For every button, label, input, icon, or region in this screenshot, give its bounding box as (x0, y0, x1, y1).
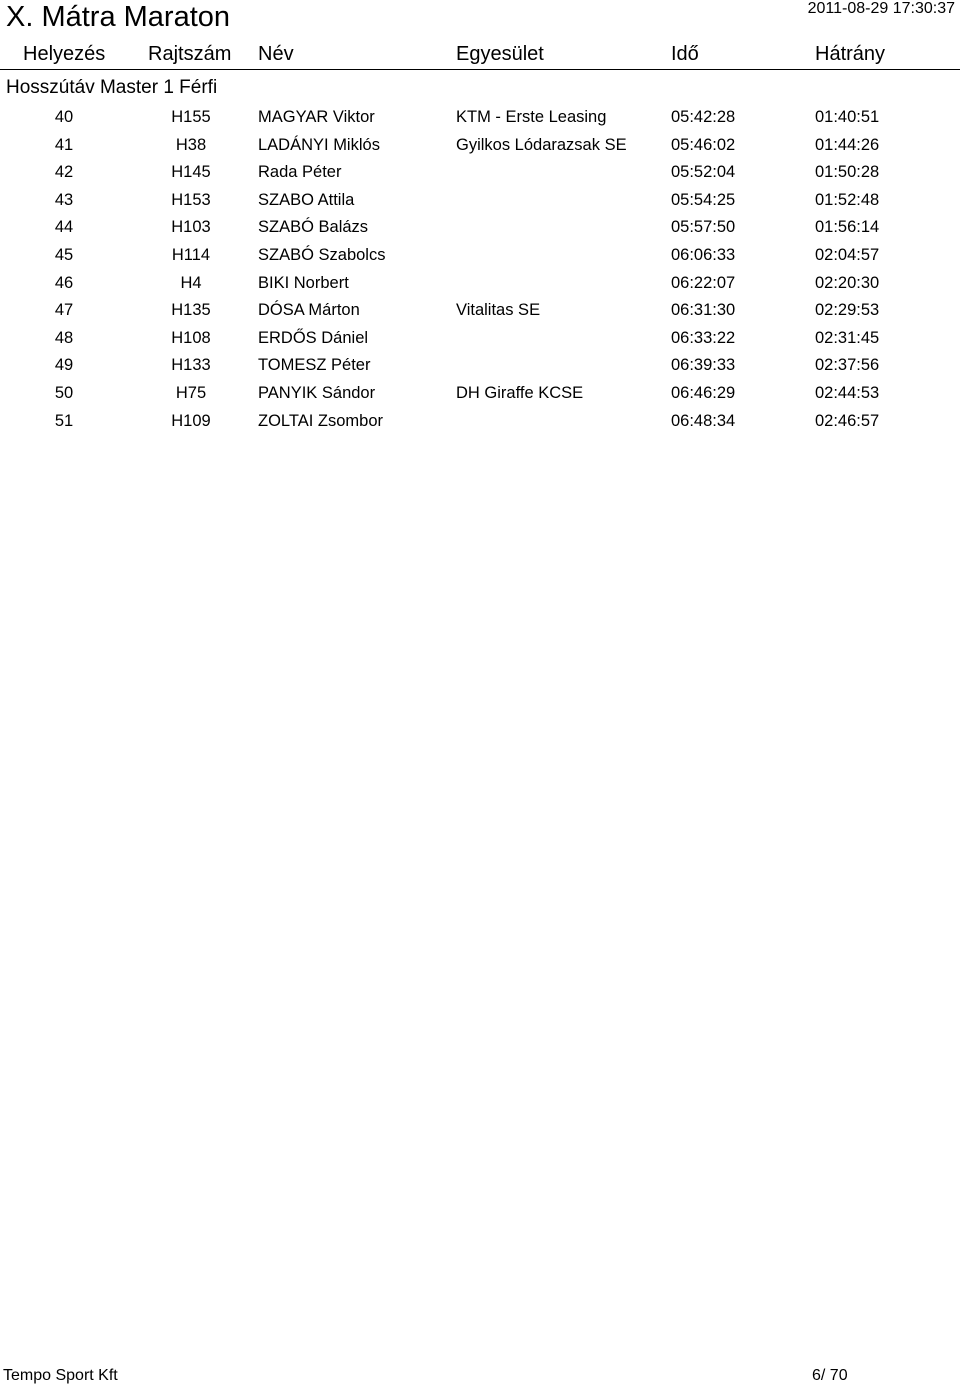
cell-time: 06:39:33 (671, 356, 736, 375)
page-title: X. Mátra Maraton (6, 1, 231, 33)
cell-bib: H108 (171, 328, 211, 347)
table-row (0, 132, 960, 160)
column-header-time: Idő (671, 43, 699, 65)
table-row (0, 408, 960, 436)
cell-time: 06:31:30 (671, 301, 736, 320)
cell-name: BIKI Norbert (258, 273, 349, 292)
table-row (0, 214, 960, 242)
cell-gap: 01:44:26 (815, 135, 880, 154)
cell-bib: H133 (171, 356, 211, 375)
footer-page-number: 6/ 70 (812, 1367, 848, 1384)
cell-bib: H135 (171, 301, 211, 320)
cell-gap: 01:40:51 (815, 108, 880, 126)
cell-gap: 01:50:28 (815, 163, 880, 182)
cell-club: Vitalitas SE (456, 301, 541, 320)
cell-time: 06:22:07 (671, 273, 736, 292)
cell-name: LADÁNYI Miklós (258, 135, 380, 154)
footer-company: Tempo Sport Kft (3, 1367, 118, 1384)
category-heading: Hosszútáv Master 1 Férfi (6, 77, 218, 98)
column-header-position: Helyezés (23, 43, 106, 65)
cell-gap: 02:04:57 (815, 245, 880, 264)
cell-club: DH Giraffe KCSE (456, 383, 584, 402)
cell-gap: 02:44:53 (815, 383, 880, 402)
cell-time: 06:46:29 (671, 383, 736, 402)
table-row (0, 187, 960, 215)
cell-gap: 02:37:56 (815, 356, 880, 375)
cell-time: 06:48:34 (671, 411, 736, 430)
cell-position: 41 (54, 135, 74, 154)
cell-gap: 02:20:30 (815, 273, 880, 292)
cell-bib: H153 (171, 190, 211, 209)
cell-bib: H155 (171, 108, 211, 126)
cell-club: Gyilkos Lódarazsak SE (456, 135, 627, 154)
cell-position: 50 (54, 383, 74, 402)
results-table (0, 104, 960, 435)
cell-time: 05:46:02 (671, 135, 736, 154)
cell-time: 05:52:04 (671, 163, 736, 182)
cell-gap: 02:31:45 (815, 328, 880, 347)
cell-bib: H145 (171, 163, 211, 182)
cell-position: 51 (54, 411, 74, 430)
print-timestamp: 2011-08-29 17:30:37 (807, 0, 955, 17)
cell-bib: H114 (171, 245, 211, 264)
cell-time: 05:42:28 (671, 108, 736, 126)
table-row (0, 104, 960, 132)
cell-time: 05:57:50 (671, 218, 736, 237)
cell-position: 42 (54, 163, 74, 182)
cell-bib: H103 (171, 218, 211, 237)
cell-name: SZABÓ Szabolcs (258, 245, 386, 264)
table-row (0, 297, 960, 325)
cell-time: 05:54:25 (671, 190, 736, 209)
table-row (0, 159, 960, 187)
cell-position: 49 (54, 356, 74, 375)
column-header-bib: Rajtszám (148, 43, 232, 65)
table-row (0, 352, 960, 380)
cell-gap: 01:52:48 (815, 190, 880, 209)
cell-name: SZABÓ Balázs (258, 218, 369, 237)
cell-position: 46 (54, 273, 74, 292)
cell-time: 06:33:22 (671, 328, 736, 347)
cell-gap: 02:29:53 (815, 301, 880, 320)
cell-name: MAGYAR Viktor (258, 108, 375, 126)
cell-bib: H38 (175, 135, 207, 154)
column-header-club: Egyesület (456, 43, 544, 65)
column-header-name: Név (258, 43, 294, 65)
cell-position: 45 (54, 245, 74, 264)
column-header-gap: Hátrány (815, 43, 886, 65)
cell-gap: 02:46:57 (815, 411, 880, 430)
cell-name: TOMESZ Péter (258, 356, 371, 375)
header-divider (0, 69, 960, 70)
cell-position: 48 (54, 328, 74, 347)
cell-name: PANYIK Sándor (258, 383, 376, 402)
cell-position: 43 (54, 190, 74, 209)
cell-name: ERDŐS Dániel (258, 328, 369, 347)
cell-bib: H4 (180, 273, 202, 292)
table-row (0, 380, 960, 408)
table-row (0, 325, 960, 353)
table-row (0, 270, 960, 298)
cell-position: 44 (54, 218, 74, 237)
cell-name: DÓSA Márton (258, 301, 360, 320)
cell-name: SZABO Attila (258, 190, 355, 209)
cell-name: Rada Péter (258, 163, 342, 182)
cell-bib: H109 (171, 411, 211, 430)
table-row (0, 242, 960, 270)
cell-position: 40 (54, 108, 74, 126)
cell-gap: 01:56:14 (815, 218, 880, 237)
cell-position: 47 (54, 301, 74, 320)
cell-name: ZOLTAI Zsombor (258, 411, 383, 430)
cell-bib: H75 (175, 383, 207, 402)
cell-time: 06:06:33 (671, 245, 736, 264)
cell-club: KTM - Erste Leasing (456, 108, 607, 126)
